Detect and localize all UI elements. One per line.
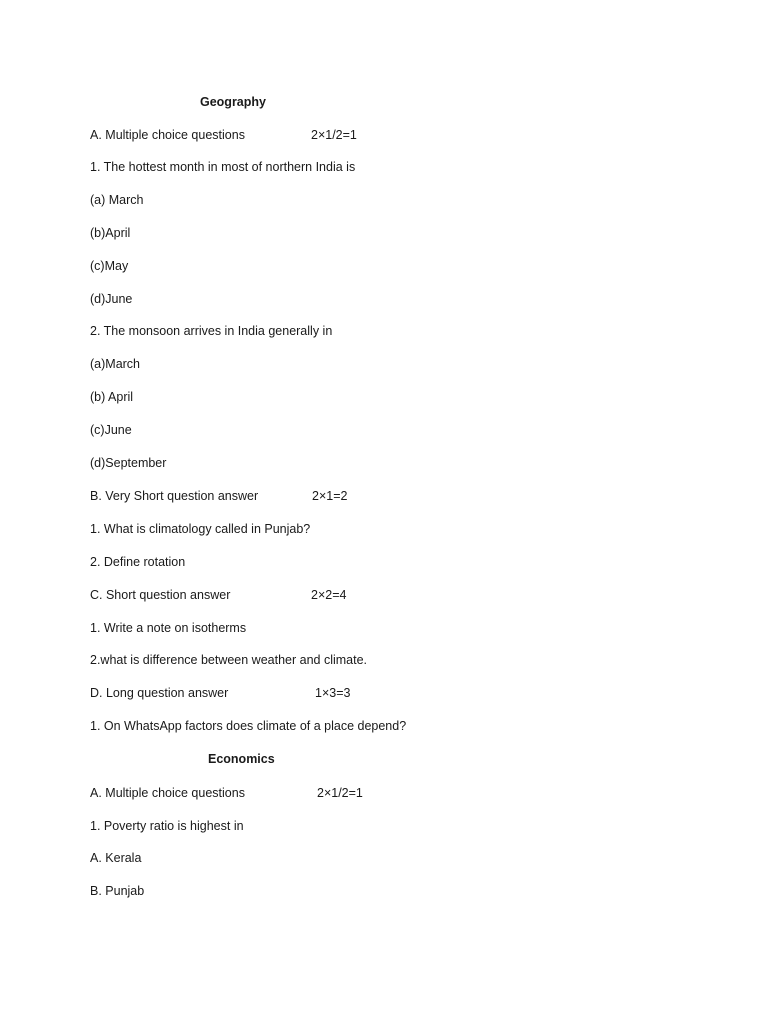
- geo-section-a-marks: 2×1/2=1: [311, 128, 357, 142]
- geo-section-d-marks: 1×3=3: [315, 686, 351, 700]
- geo-a-q1-option-c: (c)May: [90, 259, 129, 273]
- geo-c-q1: 1. Write a note on isotherms: [90, 621, 247, 635]
- geo-d-q1: 1. On WhatsApp factors does climate of a place depend?: [90, 719, 407, 733]
- geo-a-q2: 2. The monsoon arrives in India generally in: [90, 324, 333, 338]
- eco-section-a-label: A. Multiple choice questions: [90, 786, 245, 800]
- economics-heading: Economics: [208, 752, 275, 766]
- geo-b-q2: 2. Define rotation: [90, 555, 186, 569]
- geo-a-q1: 1. The hottest month in most of northern India is: [90, 160, 356, 174]
- eco-a-q1-option-b: B. Punjab: [90, 884, 145, 898]
- geo-a-q2-option-c: (c)June: [90, 423, 132, 437]
- geo-section-d-label: D. Long question answer: [90, 686, 229, 700]
- eco-a-q1: 1. Poverty ratio is highest in: [90, 819, 244, 833]
- geo-a-q2-option-d: (d)September: [90, 456, 167, 470]
- geography-heading: Geography: [200, 95, 266, 109]
- geo-section-a-label: A. Multiple choice questions: [90, 128, 245, 142]
- geo-a-q2-option-a: (a)March: [90, 357, 141, 371]
- geo-section-b-marks: 2×1=2: [312, 489, 348, 503]
- eco-a-q1-option-a: A. Kerala: [90, 851, 142, 865]
- geo-section-c-marks: 2×2=4: [311, 588, 347, 602]
- geo-b-q1: 1. What is climatology called in Punjab?: [90, 522, 311, 536]
- geo-a-q1-option-b: (b)April: [90, 226, 131, 240]
- geo-a-q1-option-d: (d)June: [90, 292, 133, 306]
- eco-section-a-marks: 2×1/2=1: [317, 786, 363, 800]
- geo-section-c-label: C. Short question answer: [90, 588, 231, 602]
- geo-c-q2: 2.what is difference between weather and climate.: [90, 653, 368, 667]
- geo-a-q2-option-b: (b) April: [90, 390, 134, 404]
- geo-section-b-label: B. Very Short question answer: [90, 489, 259, 503]
- geo-a-q1-option-a: (a) March: [90, 193, 144, 207]
